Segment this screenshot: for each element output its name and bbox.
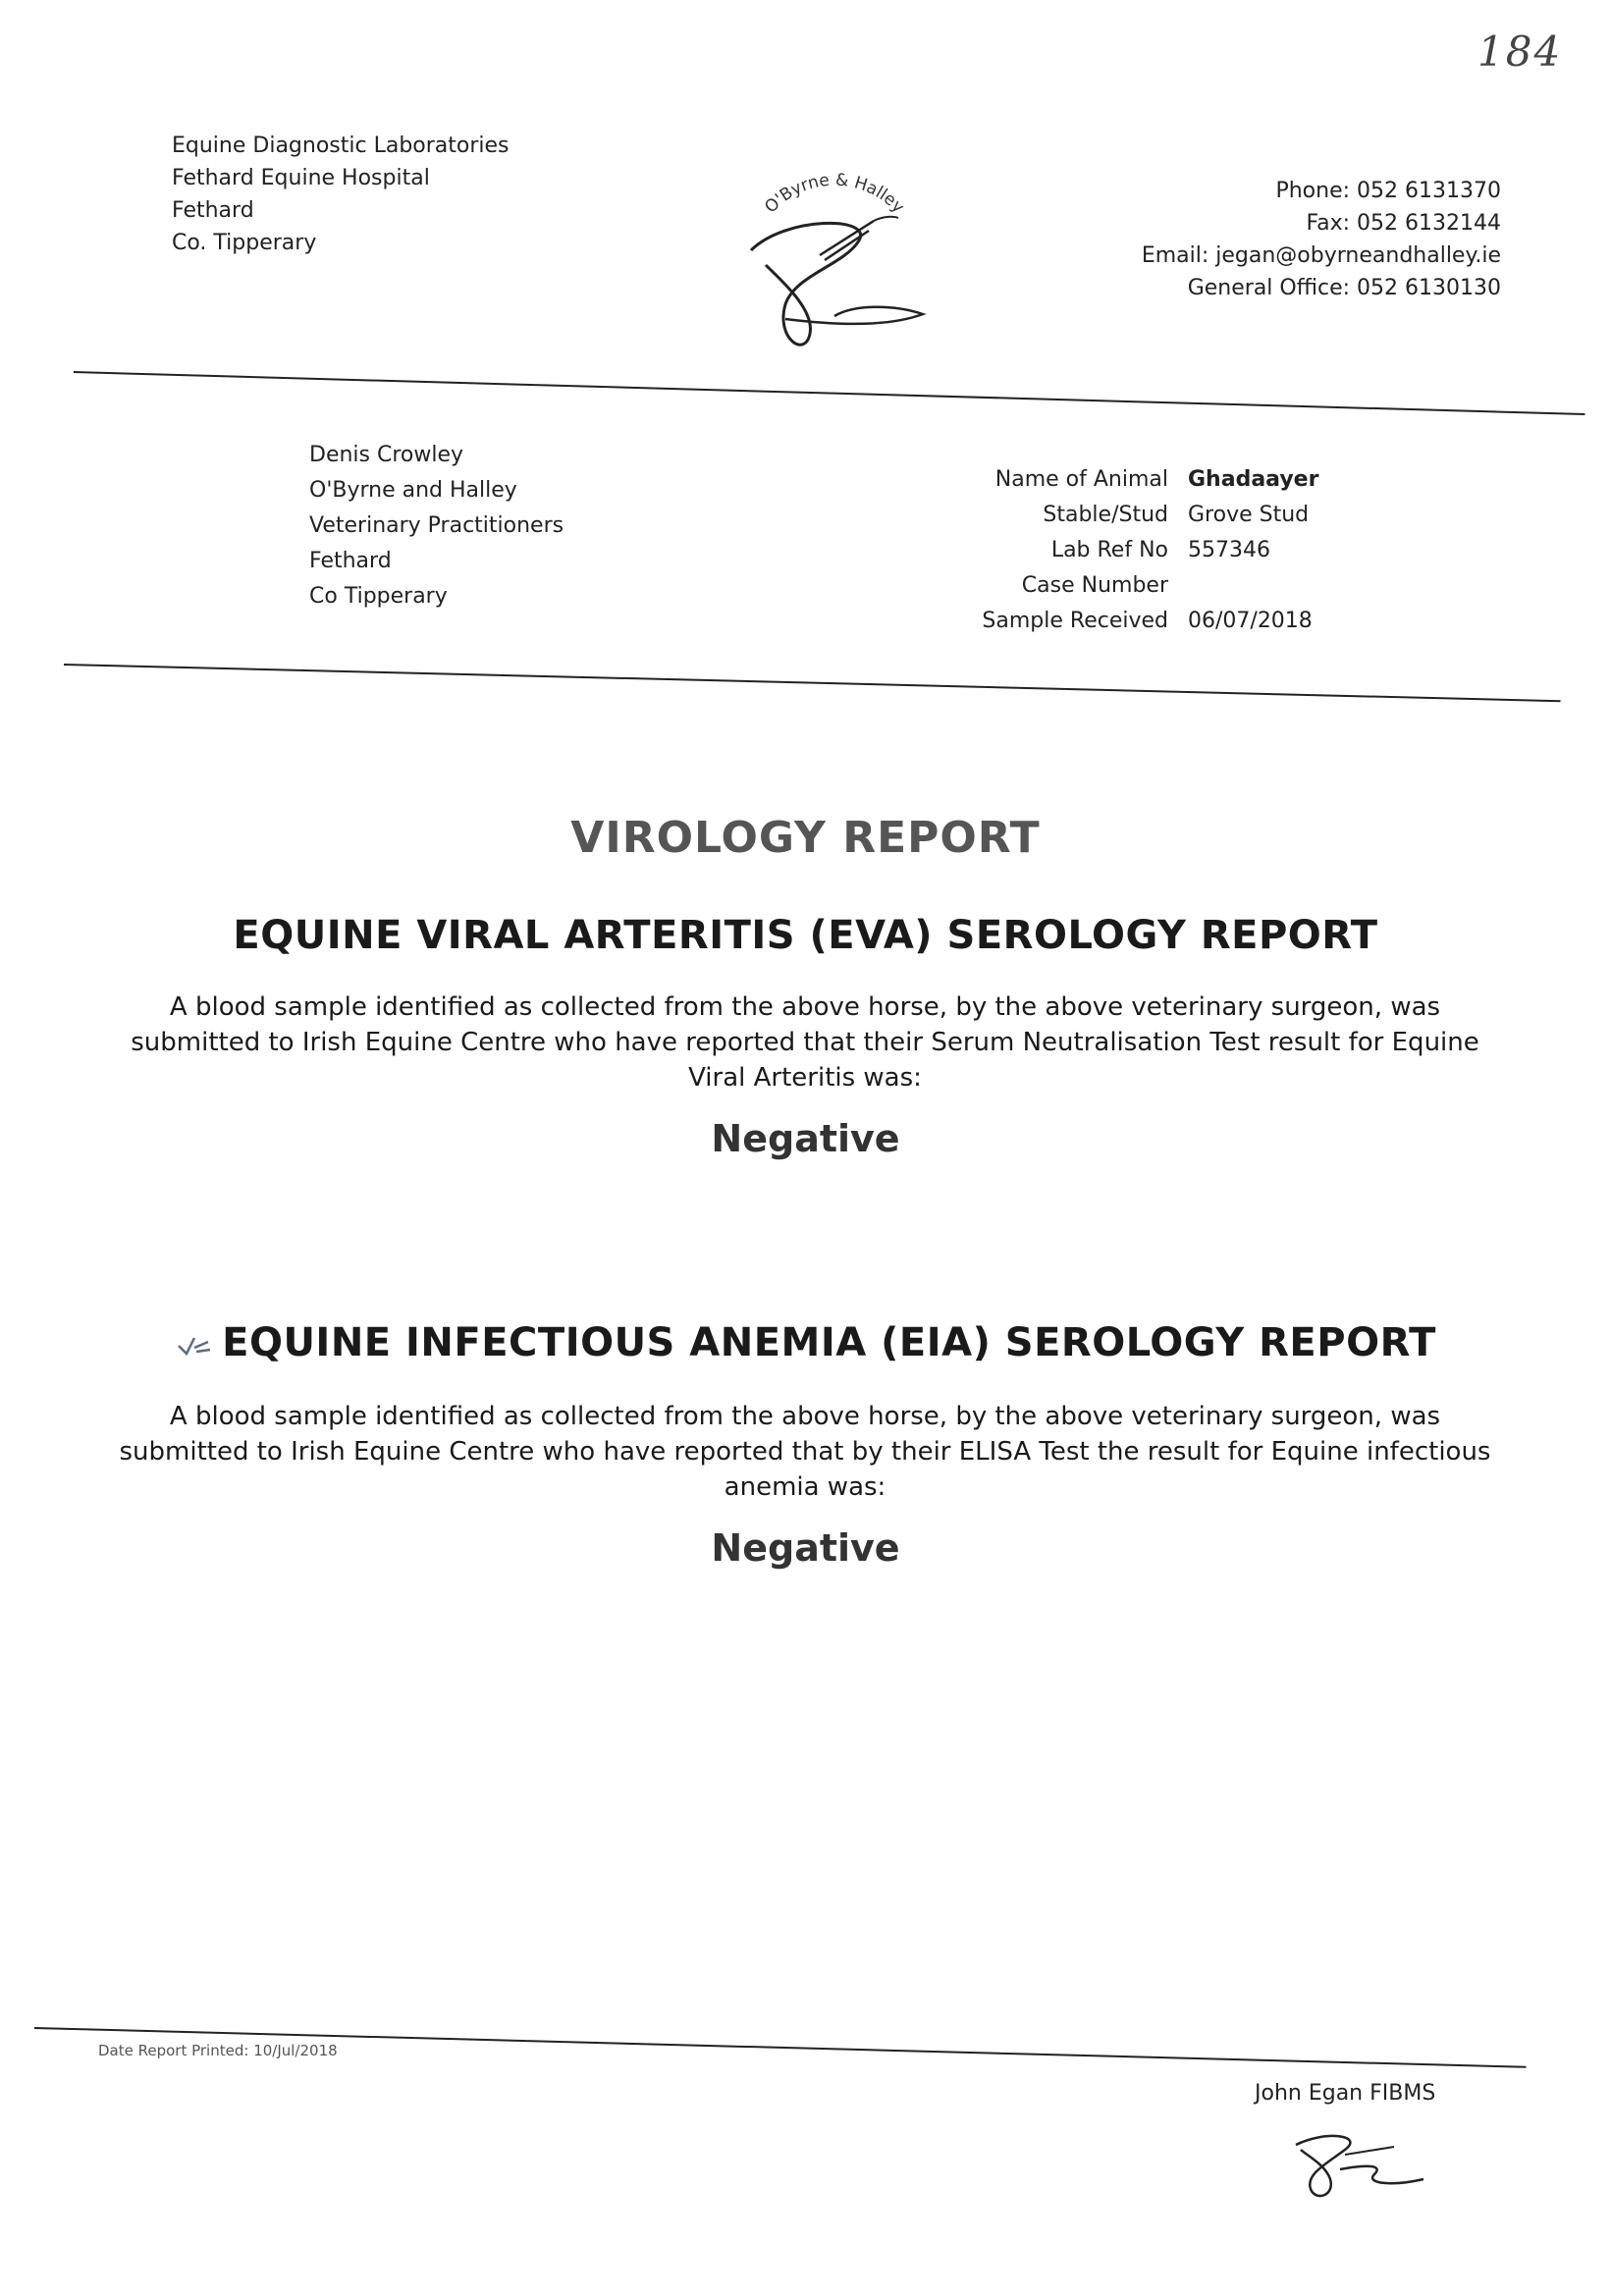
eia-result: Negative	[711, 1526, 900, 1570]
animal-label: Lab Ref No	[1050, 537, 1168, 562]
lab-address-line: Fethard	[172, 198, 254, 223]
animal-label: Name of Animal	[994, 466, 1168, 492]
header-divider	[74, 371, 1584, 415]
recipient-line: Denis Crowley	[309, 443, 464, 467]
lab-address-line: Equine Diagnostic Laboratories	[172, 133, 510, 158]
signature-icon	[1286, 2125, 1433, 2204]
recipient-line: Fethard	[309, 549, 392, 573]
eva-result: Negative	[711, 1117, 900, 1160]
lab-address-line: Fethard Equine Hospital	[172, 166, 430, 190]
recipient-line: Co Tipperary	[309, 584, 448, 609]
animal-row	[972, 567, 1318, 603]
animal-value: Ghadaayer	[1188, 466, 1319, 492]
animal-label: Stable/Stud	[1043, 502, 1168, 527]
signatory-name: John Egan FIBMS	[1255, 2081, 1436, 2106]
phone-text: Phone: 052 6131370	[1275, 179, 1501, 203]
recipient-line: O'Byrne and Halley	[309, 478, 517, 503]
eva-section-paragraph: A blood sample identified as collected from the above horse, by the above veterinary surgeon, was submitted to Irish Equine Centre who have reported that their Serum Neutralisation Test result for Equine Viral Arteritis was:	[131, 992, 1479, 1093]
animal-value: 06/07/2018	[1188, 608, 1313, 633]
animal-value: 557346	[1188, 537, 1270, 562]
date-printed: Date Report Printed: 10/Jul/2018	[98, 2042, 338, 2059]
report-title: VIROLOGY REPORT	[570, 813, 1041, 863]
animal-row	[972, 603, 1318, 638]
page-number: 184	[1477, 27, 1563, 76]
animal-details	[972, 461, 1318, 638]
eia-section-title: EQUINE INFECTIOUS ANEMIA (EIA) SEROLOGY REPORT	[222, 1320, 1436, 1365]
svg-text:O'Byrne & Halley: O'Byrne & Halley	[761, 170, 908, 218]
eva-section-title: EQUINE VIRAL ARTERITIS (EVA) SEROLOGY REPORT	[233, 913, 1378, 958]
contact-block	[1142, 175, 1501, 304]
animal-value: Grove Stud	[1188, 502, 1310, 527]
recipient-address	[309, 438, 564, 614]
animal-label: Sample Received	[982, 608, 1168, 633]
lab-address	[172, 130, 510, 259]
recipient-line: Veterinary Practitioners	[309, 513, 564, 538]
email-text: Email: jegan@obyrneandhalley.ie	[1141, 243, 1501, 268]
animal-label: Case Number	[1021, 572, 1168, 598]
fax-text: Fax: 052 6132144	[1306, 211, 1501, 236]
general-office-text: General Office: 052 6130130	[1187, 276, 1501, 300]
lab-address-line: Co. Tipperary	[172, 231, 317, 255]
details-divider	[64, 664, 1561, 702]
eia-section-header	[0, 1320, 1611, 1365]
stamp-mark-icon	[175, 1330, 214, 1360]
horse-signature-logo-icon	[726, 147, 942, 363]
animal-row	[972, 461, 1318, 497]
animal-row	[972, 532, 1318, 567]
animal-row	[972, 497, 1318, 532]
eia-section-paragraph: A blood sample identified as collected from the above horse, by the above veterinary surgeon, was submitted to Irish Equine Centre who have reported that by their ELISA Test the result for Equine infectious anemia was:	[119, 1402, 1491, 1502]
